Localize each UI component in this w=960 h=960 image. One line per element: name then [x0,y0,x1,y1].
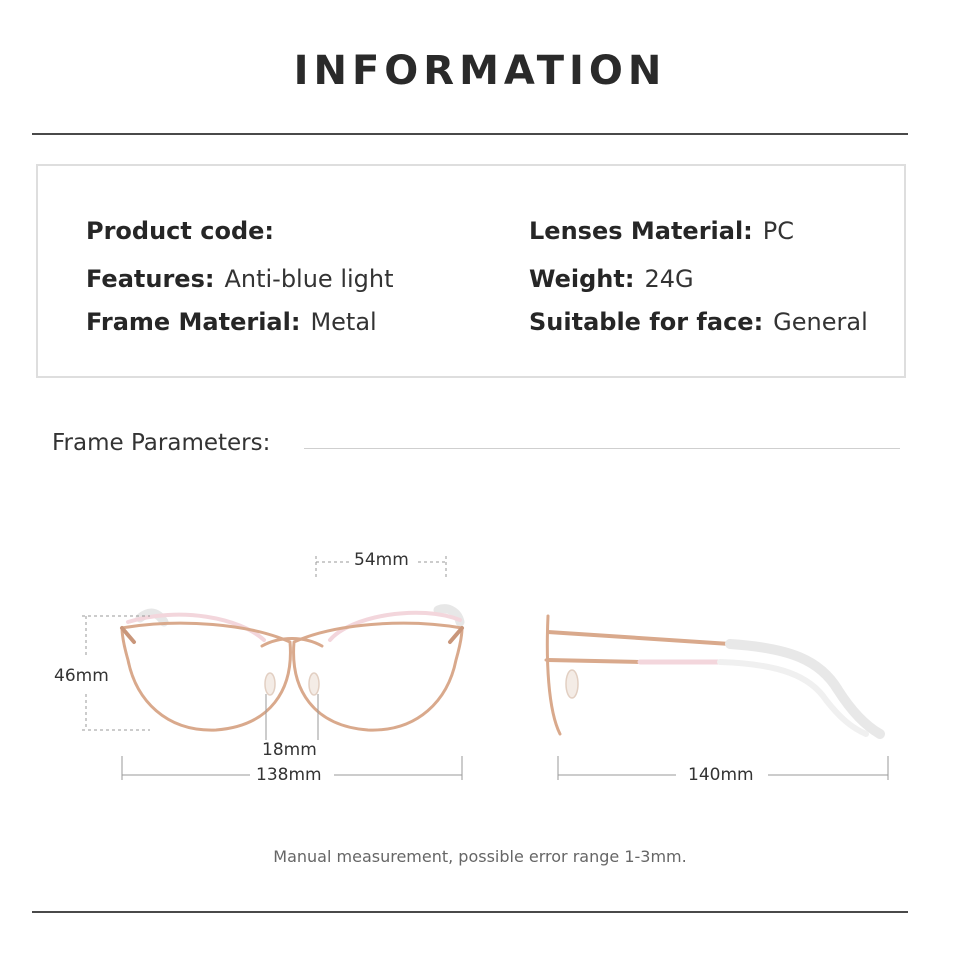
spec-label: Weight: [529,265,635,293]
spec-value: Anti-blue light [224,265,394,293]
bridge-width-label: 18mm [262,740,317,760]
glasses-front-view-illustration [122,609,462,730]
glasses-side-view-illustration [546,616,880,734]
spec-value: Metal [310,308,377,336]
spec-value: General [773,308,868,336]
spec-label: Features: [86,265,215,293]
spec-label: Lenses Material: [529,217,753,245]
measurement-note: Manual measurement, possible error range 1-3mm. [273,847,687,866]
frame-width-label: 138mm [256,765,322,785]
lens-height-label: 46mm [54,666,109,686]
spec-label: Frame Material: [86,308,301,336]
bottom-divider [32,911,908,913]
page-title: INFORMATION [293,48,667,94]
lens-width-label: 54mm [354,550,409,570]
frame-parameters-label: Frame Parameters: [52,430,271,456]
spec-value: PC [762,217,795,245]
spec-value: 24G [644,265,694,293]
spec-label: Suitable for face: [529,308,764,336]
temple-length-label: 140mm [688,765,754,785]
spec-label: Product code: [86,217,275,245]
